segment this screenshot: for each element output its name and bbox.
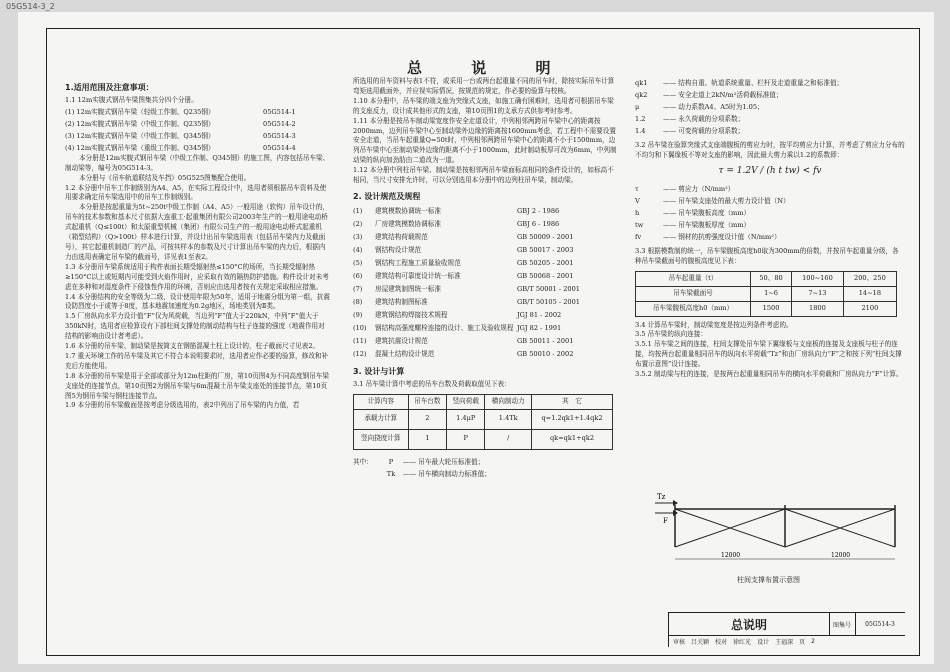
symbol: h [635,208,640,217]
symbol-desc: —— 吊车梁腹板厚度（mm） [663,220,751,229]
list-item [353,270,617,283]
signature-row [669,635,905,647]
person-name: 徐红光 [733,638,752,646]
symbol: qk1 [635,79,648,87]
page-title: 总 说 明 [407,59,573,77]
symbol-desc: —— 动力系数A4、A5时为1.05； [663,103,764,111]
paragraph: 1.3 本分册吊车梁系统适用于构件表面长期受辐射热≤150°C的场所，当长期受辐射热≥150°C以上或短期内可能受到火焰作用时，应采取有效的隔热防护措施。构件设计对未考虑在多种和对湿度条件下侵蚀性作用的环境，否则应由选用者按有关规定采取相应措施。 [65,262,329,291]
table-cell: 50、80 [751,271,792,286]
load-table [353,394,613,450]
paragraph: 本分册是12m实腹式钢吊车梁（中级工作制、Q345钢）的施工图，内容包括吊车梁、制动梁等，编号为05G514-3。 [65,153,330,172]
std-title: 房屋建筑制图统一标准 [375,284,441,293]
std-title: 厂房建筑模数协调标准 [375,219,441,228]
column-right [635,77,905,380]
column-middle [353,77,617,480]
list-item [353,257,617,270]
paragraph: 1.5 厂房纵向水平力设计值“F”仅为风荷载，当边列“F”值大于220kN，中列“F”值大于350kN时，选用者应检算设有下部柱间支撑处的制动结构与柱子连接的强度（地震作用对结构的影响由设计者考虑）。 [65,312,325,341]
list-item-text: (2) 12m实腹式钢吊车梁（中级工作制、Q235钢） [65,119,215,128]
table-cell: 14~18 [843,286,896,301]
list-item-code: 05G514-1 [263,107,296,116]
section-1-heading: 1.适用范围及注意事项： [65,83,154,92]
std-number: (2) [353,219,363,228]
symbol-row [635,231,905,243]
note-row [353,456,617,468]
note-text: —— 吊车横向制动力标准值； [403,469,491,478]
paragraph: 3.3 根据模数制的统一，吊车梁腹板高度h0取为300mm的倍数，并按吊车起重量分级，各种吊车梁截面号的腹板高度见下表： [635,246,899,265]
note-text: —— 吊车最大轮压标准值； [403,457,485,466]
std-code: GB 50205 - 2001 [517,258,574,267]
paragraph: 本分册是按起重量为5t~250t中级工作制（A4、A5）一般用途（软钩）吊车设计的，吊车的技术参数和基本尺寸依据大连重工·起重集团有限公司2003年生产的一般用途电动桥式起重机（Q≤100t）和太原重型机械（集团）有限公司生产的一般用途电动桥式起重机（箱型结构）（Q>100t）样本进行计算，并设计出吊车梁选用表（包括吊车梁内力及截面号），其它起重机制造厂的产品，可按其样本的参数及尺寸计算出吊车梁的内力后，根据内力由选用表确定吊车梁的截面号，详见表1至表2。 [65,203,329,261]
dimension-label: 12000 [721,552,741,559]
std-number: (10) [353,323,367,332]
table-row [354,409,613,429]
list-item-text: (4) 12m实腹式钢吊车梁（重级工作制、Q345钢） [65,143,215,152]
section-3-heading: 3. 设计与计算 [353,366,405,376]
tz-label: Tz [657,493,666,501]
table-cell: 1.4Tk [485,409,532,429]
symbol-desc: —— 吊车梁腹板高度（mm） [663,208,751,217]
list-item-code: 05G514-3 [263,131,296,140]
symbol-row [635,101,905,113]
std-code: GBJ 2 - 1986 [517,206,560,215]
page-number: 2 [811,637,815,645]
table-header-cell: 计算内容 [354,394,409,409]
table-cell: 2100 [843,301,896,316]
symbol-row [635,113,905,125]
std-title: 建筑抗震设计规范 [375,336,428,345]
note-symbol: P [388,457,394,466]
table-cell: / [485,429,532,449]
paragraph: 3.5 吊车梁的纵向连接： [635,330,707,339]
symbol-desc: —— 剪应力（N/mm²） [663,184,735,193]
table-cell: 1800 [792,301,844,316]
table-cell: 承载力计算 [354,409,409,429]
paragraph: 3.4 计算吊车梁时，制动梁宽度是按边列条件考虑的。 [635,320,793,329]
table-cell: 1500 [751,301,792,316]
f-label: F [663,517,668,525]
std-number: (12) [353,349,367,358]
list-item [353,231,617,244]
list-item [353,205,617,218]
table-cell: 100~160 [792,271,844,286]
person-name: 吕关颖 [691,638,710,646]
std-title: 混凝土结构设计规范 [375,349,435,358]
table-cell: 竖向挠度计算 [354,429,409,449]
symbol: tw [635,220,644,229]
table-cell: 吊车起重量（t） [636,271,751,286]
table-cell: 1.4μP [447,409,485,429]
std-code: JGJ 81 - 2002 [517,310,562,319]
std-code: GB 50017 - 2003 [517,245,574,254]
table-row [636,286,897,301]
paragraph: 1.8 本分册的吊车梁是用于全部或部分为12m柱距的厂房，第10页图4为不同高度钢吊车梁支座处的连接节点，第10页图2为钢吊车梁与6m混凝土吊车梁支座处的连接节点，第10页图5为钢吊车梁与钢柱连接节点。 [65,371,329,400]
dimension-label: 12000 [831,552,851,559]
table-cell: 吊车梁腹板高度h0（mm） [636,301,751,316]
symbol-row [635,207,905,219]
std-number: (6) [353,271,363,280]
paragraph: 所选用的吊车资料与表1不符，或采用一台或两台起重量不同的吊车时，除按实际吊车计算弯矩选用截面外，并应视实际情况，按规范的规定，作必要的验算与校核。 [353,77,615,95]
list-item [65,106,331,118]
std-title: 建筑模数协调统一标准 [375,206,441,215]
table-header-cell: 其 它 [531,394,612,409]
list-item [353,348,617,361]
table-header-cell: 横向制动力 [485,394,532,409]
symbol: V [635,196,640,205]
column-left [65,77,331,411]
table-cell: P [447,429,485,449]
list-item [353,244,617,257]
page-label: 页 [799,638,806,646]
std-number: (9) [353,310,363,319]
std-code: GB 50011 - 2001 [517,336,574,345]
std-title: 钢结构设计规范 [375,245,422,254]
drawing-sheet [18,12,934,664]
paragraph: 本分册与《吊车轨道联结及车挡》05G525图集配合使用。 [79,173,251,182]
section-2-heading: 2. 设计规范及规程 [353,191,421,201]
symbol: qk2 [635,91,648,99]
std-title: 钢结构高强度螺栓连接的设计、施工及验收规程 [375,323,514,332]
std-title: 建筑结构可靠度设计统一标准 [375,271,461,280]
paragraph: 1.11 本分册是按吊车制动梁宽度作安全走道设计，中列相邻两跨吊车梁中心的距离按2000mm，边列吊车梁中心至制动梁外边缘的距离按1600mm考虑，若工程中不需要设置安全走道，当吊车起重量Q=50t时，中列相邻两跨吊车梁中心的距离不小于1500mm，边列吊车梁中心至制动梁外边缘的距离不小于1000mm，此时制动板厚可改为6mm，中列制动梁的纵向加劲肋由二道改为一道。 [353,116,617,165]
std-code: GB 50068 - 2001 [517,271,574,280]
std-code: GB/T 50105 - 2001 [517,297,581,306]
symbol: fv [635,232,642,241]
std-code: GB 50010 - 2002 [517,349,574,358]
role-label: 设计 [757,638,770,646]
table-cell: 2 [408,409,446,429]
std-number: (4) [353,245,363,254]
drawing-name: 总说明 [669,613,830,636]
symbol-row [635,219,905,231]
web-height-table [635,271,897,317]
list-item-text: (3) 12m实腹式钢吊车梁（中级工作制、Q345钢） [65,131,215,140]
person-name: 王福深 [775,638,794,646]
standards-list [353,205,617,361]
list-item-code: 05G514-4 [263,143,296,152]
role-label: 校对 [715,638,728,646]
list-item [65,118,331,130]
diagram-caption: 柱间支撑布置示意图 [737,576,800,584]
std-code: GB/T 50001 - 2001 [517,284,581,293]
paragraph: 1.12 本分册中列柱吊车梁、制动梁是按相邻两吊车梁面标高相同的条件设计的，如标高不相同，当尺寸安排允许时，可以分别选用本分册中的边列柱吊车梁，制动梁。 [353,166,614,185]
list-item [353,335,617,348]
list-item [65,130,331,142]
table-cell: q=1.2qk1+1.4qk2 [531,409,612,429]
std-code: GB 50009 - 2001 [517,232,574,241]
symbol-desc: —— 可变荷载的分项系数； [663,127,745,135]
list-item-text: (1) 12m实腹式钢吊车梁（轻级工作制、Q235钢） [65,107,215,116]
paragraph: 3.5.1 吊车梁之间的连接，柱间支撑处吊车梁下翼缘板与支座板的连接及支座板与柱子的连接，均按两台起重量相同吊车的纵向水平荷载“Tz”和由厂房纵向力“F”之和按下列“柱间支撑布置示意图”设计连接。 [635,340,902,369]
symbol: τ [635,184,639,193]
list-item [353,283,617,296]
volume-list [65,106,331,154]
atlas-label: 图集号 [829,613,856,636]
symbol-row [635,125,905,137]
table-row [354,429,613,449]
shear-formula: τ = 1.2V / (h t tw) < fv [718,165,822,176]
sheet-frame [46,28,920,656]
symbol-desc: —— 安全走道上2kN/m²活荷载标准值； [663,91,783,99]
table-cell: qk=qk1+qk2 [531,429,612,449]
std-title: 建筑结构制图标准 [375,297,428,306]
symbol-row [635,89,905,101]
std-title: 建筑结构荷载规范 [375,232,428,241]
table-header-cell: 吊车台数 [408,394,446,409]
table-cell: 1~6 [751,286,792,301]
bracing-diagram [655,487,905,569]
note-row [353,468,617,480]
list-item-code: 05G514-2 [263,119,296,128]
symbol: μ [635,103,640,111]
table-row [636,301,897,316]
table-cell: 1 [408,429,446,449]
atlas-number: 05G514-3 [855,613,905,636]
header-code: 05G514-3_2 [6,2,55,11]
std-title: 建筑钢结构焊接技术规程 [375,310,448,319]
std-number: (5) [353,258,363,267]
list-item [65,142,331,154]
paragraph: 1.7 重天环境工作的吊车梁及其它不符合本说明要求时，选用者应作必要的验算，修改和补充后方能使用。 [65,351,329,370]
paragraph: 3.1 吊车梁计算中考虑的吊车台数及荷载取值见下表： [353,379,511,388]
where-label: 其中： [353,457,373,466]
symbol-row [635,195,905,207]
std-number: (8) [353,297,363,306]
std-code: JGJ 82 - 1991 [517,323,562,332]
symbol: 1.2 [635,115,646,123]
symbol-row [635,183,905,195]
paragraph: 1.9 本分册的吊车梁截面是按考虑分级选用的，表2中列出了吊车梁的内力值，若 [65,401,300,410]
title-block [668,612,905,647]
paragraph: 3.5.2 制动梁与柱的连接，是按两台起重量相同吊车的横向水平荷载和厂房纵向力“F”计算。 [635,370,903,379]
note-symbol: Tk [386,469,396,478]
list-item [353,218,617,231]
symbol-row [635,77,905,89]
std-number: (11) [353,336,367,345]
paragraph: 1.10 本分册中，吊车梁的端支座为突缘式支座，如施工确有困难时，选用者可根据吊车梁的支座反力，设计成其他形式的支座，第10页图1的支承方式供参考时参考。 [353,96,614,115]
paragraph: 1.1 12m实腹式钢吊车梁图集共分四个分册。 [65,95,198,104]
std-number: (7) [353,284,363,293]
list-item [353,322,617,335]
std-title: 钢结构工程施工质量验收规范 [375,258,461,267]
symbol-desc: —— 结构自重、轨道系统重量、栏杆及走道重量之和标准值； [663,79,844,87]
paragraph: 1.6 本分册的吊车梁、制动梁是按简支在钢筋混凝土柱上设计的，柱子截面尺寸见表2。 [65,342,320,351]
paragraph: 1.2 本分册中吊车工作制级别为A4、A5，在实际工程设计中，选用者须根据吊车资料及使用要求确定吊车梁选用中的吊车工作制级别。 [65,183,327,202]
table-cell: 7~13 [792,286,844,301]
symbol: 1.4 [635,127,646,135]
std-number: (1) [353,206,363,215]
paragraph: 1.4 本分册结构的安全等级为二级，设计使用年限为50年，适用于地震分组为第一组，抗震设防烈度小于或等于8度，基本地震加速度为0.2g地区，场地类别为Ⅱ类。 [65,292,330,311]
table-row [636,271,897,286]
table-cell: 200、250 [843,271,896,286]
table-cell: 吊车梁截面号 [636,286,751,301]
table-header-row [354,394,613,409]
symbol-desc: —— 钢材的抗剪强度设计值（N/mm²） [663,232,781,241]
list-item [353,296,617,309]
role-label: 审核 [673,638,686,646]
symbol-desc: —— 永久荷载的分项系数； [663,115,745,123]
table-header-cell: 竖向荷载 [447,394,485,409]
std-code: GBJ 6 - 1986 [517,219,560,228]
symbol-desc: —— 吊车梁支座处的最大剪力设计值（N） [663,196,790,205]
list-item [353,309,617,322]
paragraph: 3.2 吊车梁在验算突缘式支座端腹板的剪应力时，按平均剪应力计算，并考虑了剪应力分布的不均匀和下翼缘板不等对支座的影响，因此最大剪力乘以1.2的系数即： [635,141,905,159]
std-number: (3) [353,232,363,241]
